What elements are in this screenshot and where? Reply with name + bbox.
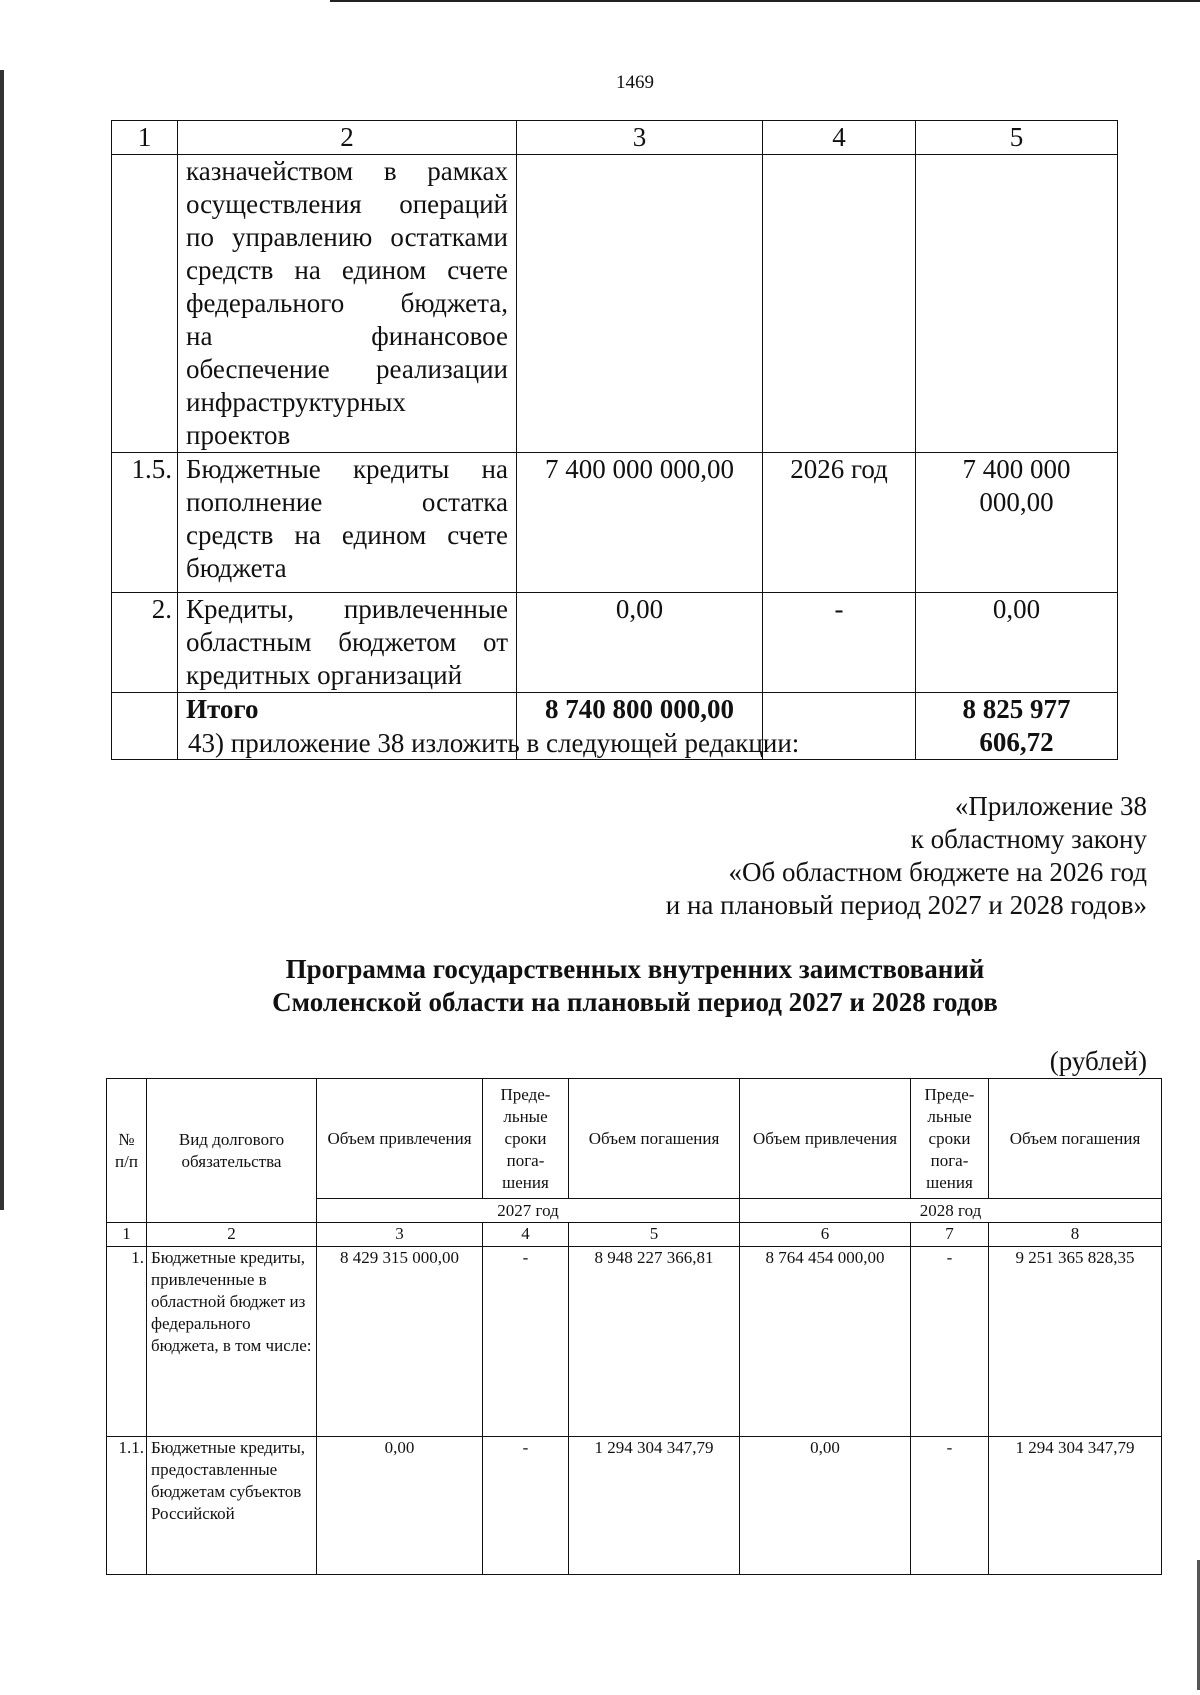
row-number: 1. — [107, 1247, 147, 1437]
amendment-paragraph: 43) приложение 38 изложить в следующей редакции: — [188, 728, 800, 758]
attract-2028: 0,00 — [740, 1437, 911, 1575]
table-row — [112, 155, 1118, 453]
amount-cell — [517, 155, 763, 453]
amount-cell: 0,00 — [916, 593, 1118, 693]
annex-reference — [666, 790, 1147, 922]
table-row — [112, 453, 1118, 593]
index-cell: 1 — [107, 1223, 147, 1247]
term-2027: - — [483, 1437, 569, 1575]
total-amount: 8 825 977 606,72 — [916, 693, 1118, 760]
row-number — [112, 693, 178, 760]
annex-line: «Об областном бюджете на 2026 год — [728, 857, 1147, 887]
row-type: Бюджетные кредиты, предоставленные бюджетам субъектов Российской — [147, 1437, 317, 1575]
amount-cell: 0,00 — [517, 593, 763, 693]
year-2027: 2027 год — [317, 1199, 740, 1223]
scan-edge-left — [0, 70, 4, 1210]
header-row — [107, 1079, 1162, 1199]
row-description: Кредиты, привлеченные областным бюджетом от кредитных организаций — [178, 593, 517, 693]
index-cell: 8 — [989, 1223, 1162, 1247]
header-cell: 4 — [763, 121, 916, 155]
table-header-row — [112, 121, 1118, 155]
repay-2028: 9 251 365 828,35 — [989, 1247, 1162, 1437]
scan-edge-top — [330, 0, 1200, 2]
index-cell: 6 — [740, 1223, 911, 1247]
term-2028: - — [911, 1247, 989, 1437]
index-cell: 2 — [147, 1223, 317, 1247]
row-number: 1.5. — [112, 453, 178, 593]
borrowing-program-table — [106, 1078, 1162, 1575]
annex-line: «Приложение 38 — [954, 791, 1147, 821]
header-repay-2027: Объем погашения — [569, 1079, 740, 1199]
year-cell — [763, 155, 916, 453]
year-cell: 2026 год — [763, 453, 916, 593]
amount-cell — [916, 155, 1118, 453]
table-row — [107, 1437, 1162, 1575]
index-cell: 5 — [569, 1223, 740, 1247]
index-row — [107, 1223, 1162, 1247]
index-cell: 4 — [483, 1223, 569, 1247]
index-cell: 7 — [911, 1223, 989, 1247]
page-number: 1469 — [616, 72, 654, 93]
header-cell: 3 — [517, 121, 763, 155]
row-description: Бюджетные кредиты на пополнение остатка средств на едином счете бюджета — [178, 453, 517, 593]
repay-2027: 8 948 227 366,81 — [569, 1247, 740, 1437]
year-2028: 2028 год — [740, 1199, 1162, 1223]
document-title — [0, 953, 1200, 1019]
term-2028: - — [911, 1437, 989, 1575]
total-label: Итого — [178, 693, 517, 760]
annex-line: к областному закону — [910, 824, 1147, 854]
row-description: казначейством в рамках осуществления операций по управлению остатками средств на едином счете федерального бюджета, на финансовое обеспечение реализации инфраструктурных проектов — [178, 155, 517, 453]
annex-line: и на плановый период 2027 и 2028 годов» — [665, 890, 1147, 920]
amount-cell: 7 400 000 000,00 — [517, 453, 763, 593]
header-cell: 5 — [916, 121, 1118, 155]
repay-2027: 1 294 304 347,79 — [569, 1437, 740, 1575]
header-attract-2027: Объем привлечения — [317, 1079, 483, 1199]
attract-2027: 8 429 315 000,00 — [317, 1247, 483, 1437]
attract-2028: 8 764 454 000,00 — [740, 1247, 911, 1437]
repay-2028: 1 294 304 347,79 — [989, 1437, 1162, 1575]
attract-2027: 0,00 — [317, 1437, 483, 1575]
table-row — [112, 593, 1118, 693]
row-type: Бюджетные кредиты, привлеченные в областной бюджет из федерального бюджета, в том числе: — [147, 1247, 317, 1437]
units-label: (рублей) — [1049, 1046, 1147, 1076]
header-term-2027: Преде-льные сроки пога-шения — [483, 1079, 569, 1199]
header-cell: 2 — [178, 121, 517, 155]
header-term-2028: Преде-льные сроки пога-шения — [911, 1079, 989, 1199]
header-repay-2028: Объем погашения — [989, 1079, 1162, 1199]
continuation-table — [111, 120, 1118, 760]
term-2027: - — [483, 1247, 569, 1437]
index-cell: 3 — [317, 1223, 483, 1247]
row-number: 1.1. — [107, 1437, 147, 1575]
row-number: 2. — [112, 593, 178, 693]
header-cell: 1 — [112, 121, 178, 155]
amount-cell: 7 400 000 000,00 — [916, 453, 1118, 593]
header-num: № п/п — [107, 1079, 147, 1223]
total-amount: 8 740 800 000,00 — [517, 693, 763, 760]
title-line: Смоленской области на плановый период 2027 и 2028 годов — [272, 987, 998, 1017]
table-row — [107, 1247, 1162, 1437]
header-attract-2028: Объем привлечения — [740, 1079, 911, 1199]
year-cell: - — [763, 593, 916, 693]
row-number — [112, 155, 178, 453]
title-line: Программа государственных внутренних заимствований — [285, 954, 985, 984]
header-type: Вид долгового обязательства — [147, 1079, 317, 1223]
